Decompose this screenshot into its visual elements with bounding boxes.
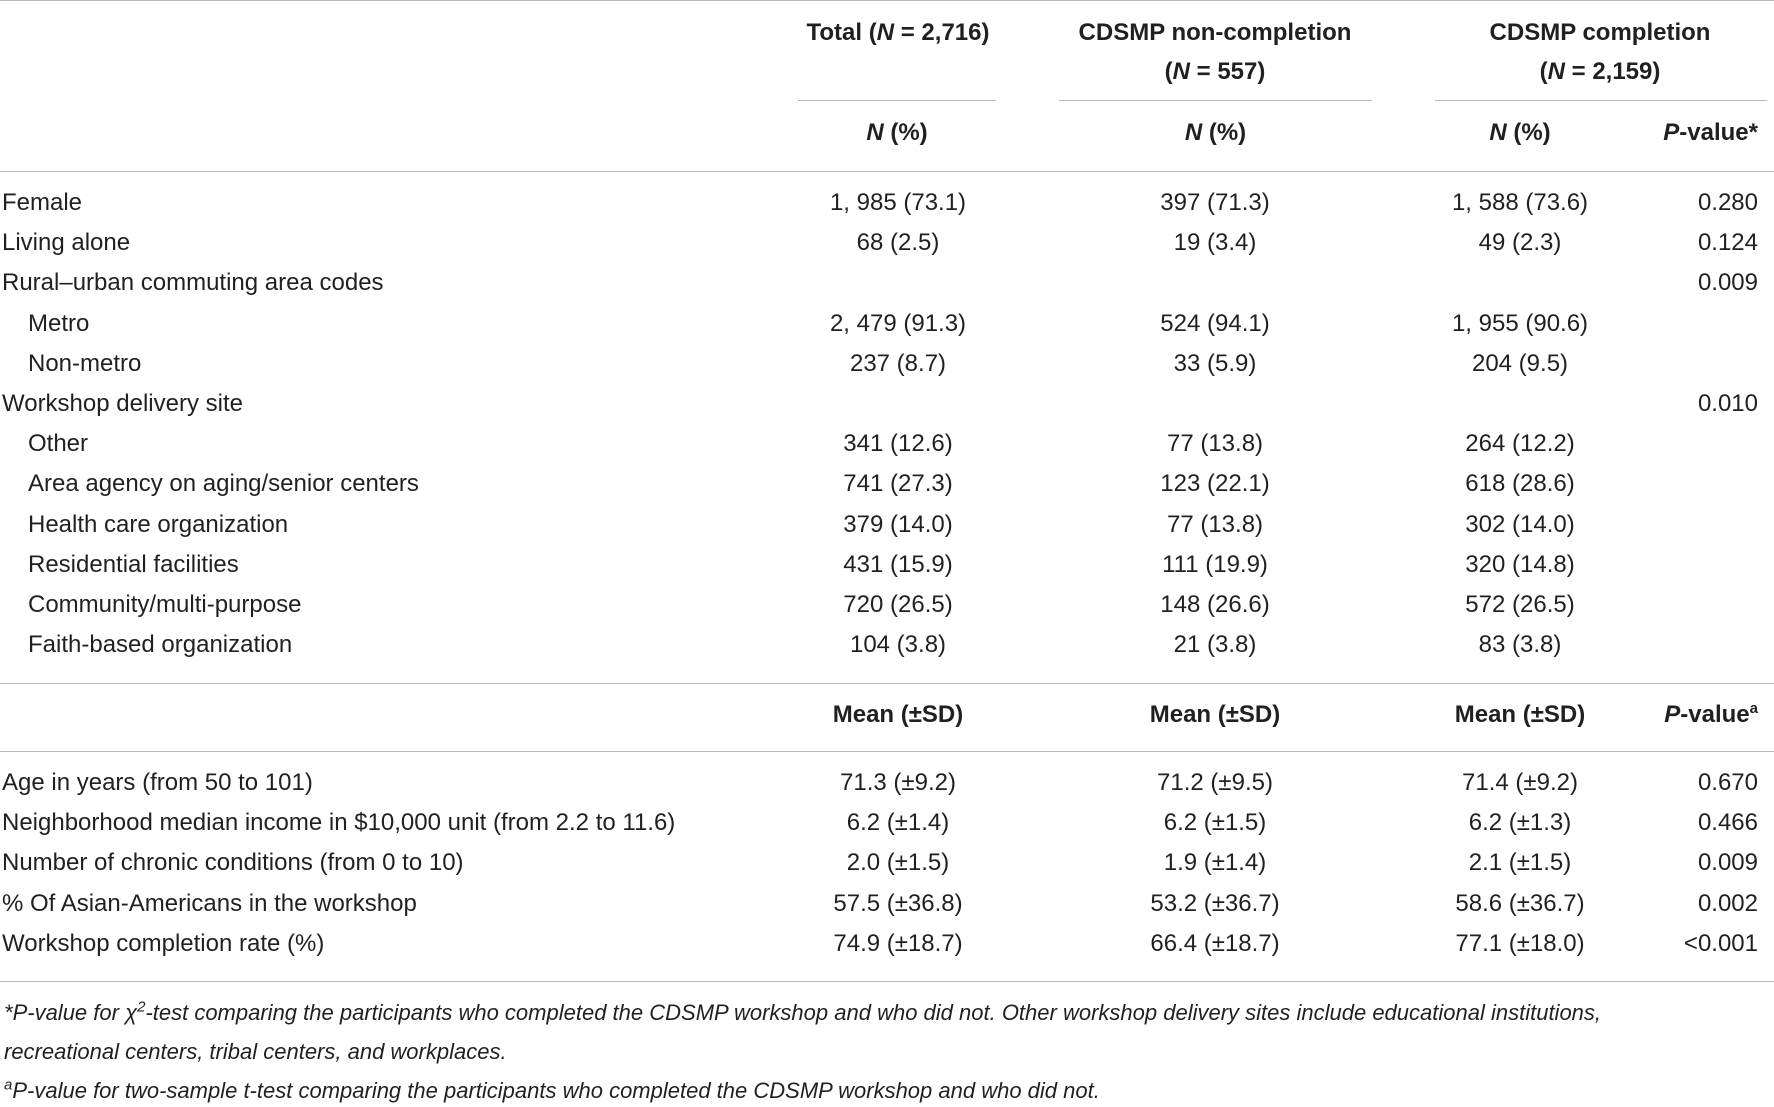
total-value: 68 (2.5)	[856, 229, 940, 256]
completion-value: 77.1 (±18.0)	[1455, 930, 1585, 957]
total-value: 74.9 (±18.7)	[833, 930, 963, 957]
p-value: 0.002	[1697, 890, 1758, 917]
group2-underline	[1059, 100, 1372, 101]
noncompletion-value: 6.2 (±1.5)	[1163, 809, 1267, 836]
noncompletion-value: 111 (19.9)	[1162, 551, 1268, 578]
subheader-total-mean: Mean (±SD)	[832, 701, 964, 728]
subheader-pvalue-a: P-value$^a$	[1664, 700, 1758, 728]
completion-value: 264 (12.2)	[1465, 430, 1575, 457]
p-value: <0.001	[1683, 930, 1758, 957]
footnote-chi-square: *P-value for $\chi^2$-test comparing the participants who completed the CDSMP workshop and who did not. Other workshop delivery sites include educational institutions,	[4, 998, 1602, 1025]
completion-value: 1, 588 (73.6)	[1451, 189, 1589, 216]
completion-value: 302 (14.0)	[1465, 511, 1575, 538]
row-label: Age in years (from 50 to 101)	[2, 769, 313, 796]
row-label: Health care organization	[28, 511, 289, 538]
noncompletion-value: 524 (94.1)	[1160, 310, 1270, 337]
noncompletion-value: 123 (22.1)	[1160, 470, 1270, 497]
noncompletion-value: 148 (26.6)	[1160, 591, 1270, 618]
completion-value: 320 (14.8)	[1465, 551, 1575, 578]
row-label: Workshop delivery site	[2, 390, 243, 417]
row-label: Rural–urban commuting area codes	[2, 269, 384, 296]
row-label: Workshop completion rate (%)	[2, 930, 325, 957]
total-value: 720 (26.5)	[843, 591, 953, 618]
total-value: 6.2 (±1.4)	[846, 809, 950, 836]
section-divider-rule	[0, 683, 1774, 684]
noncompletion-value: 77 (13.8)	[1166, 511, 1264, 538]
total-value: 57.5 (±36.8)	[833, 890, 963, 917]
header-completion-line2: (N = 2,159)	[1539, 58, 1661, 85]
noncompletion-value: 33 (5.9)	[1173, 350, 1257, 377]
completion-value: 572 (26.5)	[1465, 591, 1575, 618]
row-label: Non-metro	[28, 350, 142, 377]
row-label: Female	[2, 189, 83, 216]
p-value: 0.010	[1697, 390, 1758, 417]
subheader-pvalue-star: P-value*	[1663, 119, 1758, 146]
row-label: Community/multi-purpose	[28, 591, 302, 618]
total-value: 237 (8.7)	[849, 350, 947, 377]
noncompletion-value: 71.2 (±9.5)	[1157, 769, 1273, 796]
row-label: Area agency on aging/senior centers	[28, 470, 419, 497]
row-label: % Of Asian-Americans in the workshop	[2, 890, 417, 917]
total-value: 1, 985 (73.1)	[829, 189, 967, 216]
total-value: 104 (3.8)	[849, 631, 947, 658]
p-value: 0.009	[1697, 269, 1758, 296]
group1-underline	[798, 100, 996, 101]
footnote-t-test: $^a$P-value for two-sample t-test comparing the participants who completed the CDSMP workshop and who did not.	[4, 1076, 1100, 1103]
completion-value: 58.6 (±36.7)	[1455, 890, 1585, 917]
total-value: 2, 479 (91.3)	[829, 310, 967, 337]
p-value: 0.670	[1697, 769, 1758, 796]
total-value: 379 (14.0)	[843, 511, 953, 538]
completion-value: 49 (2.3)	[1478, 229, 1562, 256]
header-total: Total (N = 2,716)	[806, 19, 990, 46]
completion-value: 83 (3.8)	[1478, 631, 1562, 658]
total-value: 71.3 (±9.2)	[840, 769, 956, 796]
completion-value: 6.2 (±1.3)	[1468, 809, 1572, 836]
p-value: 0.124	[1697, 229, 1758, 256]
header-bottom-rule	[0, 171, 1774, 172]
subheader-noncomp-mean: Mean (±SD)	[1149, 701, 1281, 728]
row-label: Faith-based organization	[28, 631, 293, 658]
row-label: Neighborhood median income in $10,000 unit (from 2.2 to 11.6)	[2, 809, 676, 836]
total-value: 431 (15.9)	[843, 551, 953, 578]
row-label: Number of chronic conditions (from 0 to 10)	[2, 849, 464, 876]
p-value: 0.009	[1697, 849, 1758, 876]
table-bottom-rule	[0, 981, 1774, 982]
group3-underline	[1435, 100, 1767, 101]
table-top-rule	[0, 0, 1774, 1]
row-label: Residential facilities	[28, 551, 239, 578]
completion-value: 2.1 (±1.5)	[1468, 849, 1572, 876]
row-label: Other	[28, 430, 89, 457]
noncompletion-value: 66.4 (±18.7)	[1150, 930, 1280, 957]
completion-value: 204 (9.5)	[1471, 350, 1569, 377]
subheader-comp-count: N (%)	[1489, 119, 1551, 146]
subheader-total-count: N (%)	[866, 119, 928, 146]
noncompletion-value: 21 (3.8)	[1173, 631, 1257, 658]
noncompletion-value: 77 (13.8)	[1166, 430, 1264, 457]
header-completion-line1: CDSMP completion	[1489, 19, 1711, 46]
noncompletion-value: 53.2 (±36.7)	[1150, 890, 1280, 917]
p-value: 0.466	[1697, 809, 1758, 836]
completion-value: 71.4 (±9.2)	[1462, 769, 1578, 796]
noncompletion-value: 1.9 (±1.4)	[1163, 849, 1267, 876]
total-value: 741 (27.3)	[843, 470, 953, 497]
row-label: Living alone	[2, 229, 131, 256]
completion-value: 1, 955 (90.6)	[1451, 310, 1589, 337]
p-value: 0.280	[1697, 189, 1758, 216]
completion-value: 618 (28.6)	[1465, 470, 1575, 497]
row-label: Metro	[28, 310, 90, 337]
noncompletion-value: 397 (71.3)	[1160, 189, 1270, 216]
noncompletion-value: 19 (3.4)	[1173, 229, 1257, 256]
subheader-bottom-rule	[0, 751, 1774, 752]
footnote-chi-square-line2: recreational centers, tribal centers, and workplaces.	[4, 1039, 507, 1064]
header-noncompletion-line2: (N = 557)	[1164, 58, 1266, 85]
subheader-noncomp-count: N (%)	[1184, 119, 1247, 146]
total-value: 2.0 (±1.5)	[846, 849, 950, 876]
subheader-comp-mean: Mean (±SD)	[1454, 701, 1586, 728]
total-value: 341 (12.6)	[843, 430, 953, 457]
header-noncompletion-line1: CDSMP non-completion	[1078, 19, 1352, 46]
